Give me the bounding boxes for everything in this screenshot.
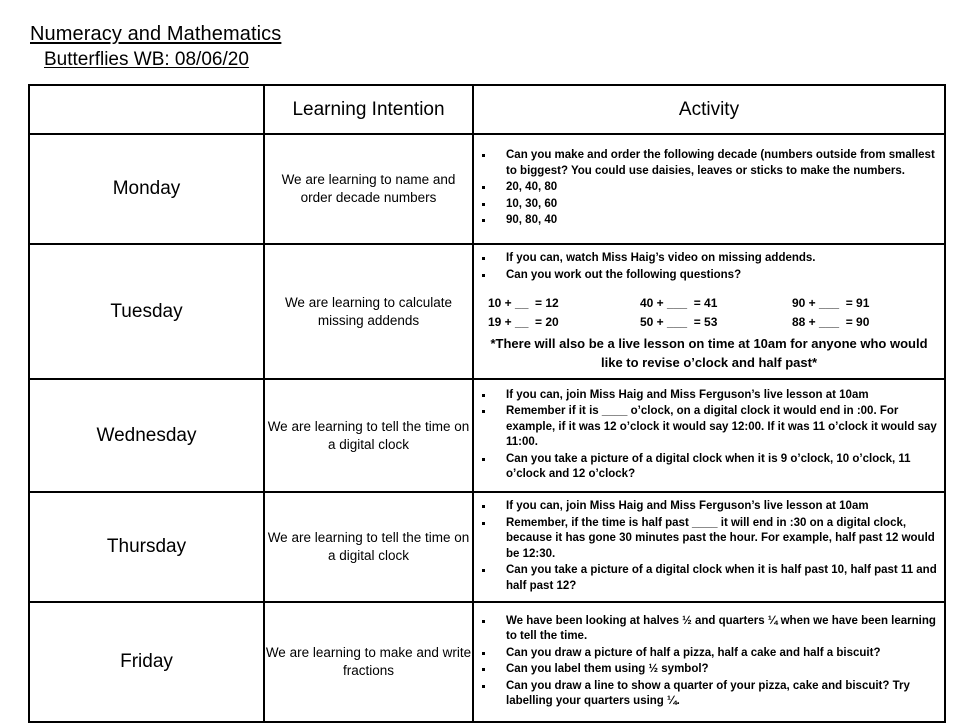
list-item: If you can, join Miss Haig and Miss Ferguson’s live lesson at 10am xyxy=(474,499,944,515)
list-item: Can you take a picture of a digital clock when it is 9 o’clock, 10 o’clock, 11 o’clock and 12 o’clock? xyxy=(474,452,944,483)
list-item: 90, 80, 40 xyxy=(474,213,944,229)
activity-bullet-list xyxy=(474,614,944,710)
day-label-thursday: Thursday xyxy=(29,492,264,602)
equation: 40 + ___ = 41 xyxy=(640,296,718,310)
equation-row xyxy=(488,313,944,332)
activity-bullet-list xyxy=(474,251,944,283)
list-item: Can you draw a picture of half a pizza, half a cake and half a biscuit? xyxy=(474,646,944,662)
live-lesson-note: *There will also be a live lesson on time at 10am for anyone who would like to revise o’clock and half past* xyxy=(490,336,928,370)
column-header-activity: Activity xyxy=(473,85,945,134)
table-row xyxy=(29,244,945,379)
equation: 90 + ___ = 91 xyxy=(792,296,870,310)
activity-friday xyxy=(473,602,945,722)
equation-grid xyxy=(474,294,944,332)
learning-intention-friday: We are learning to make and write fractions xyxy=(264,602,473,722)
equation: 88 + ___ = 90 xyxy=(792,315,870,329)
activity-thursday xyxy=(473,492,945,602)
learning-intention-wednesday: We are learning to tell the time on a digital clock xyxy=(264,379,473,492)
day-label-tuesday: Tuesday xyxy=(29,244,264,379)
document-title-block xyxy=(0,0,960,71)
page-subtitle: Butterflies WB: 08/06/20 xyxy=(44,49,249,70)
day-label-friday: Friday xyxy=(29,602,264,722)
learning-intention-monday: We are learning to name and order decade numbers xyxy=(264,134,473,244)
activity-bullet-list xyxy=(474,148,944,229)
weekly-planner-table xyxy=(28,84,946,723)
table-row xyxy=(29,134,945,244)
activity-wednesday xyxy=(473,379,945,492)
table-row xyxy=(29,602,945,722)
learning-intention-tuesday: We are learning to calculate missing addends xyxy=(264,244,473,379)
page-title: Numeracy and Mathematics xyxy=(30,23,282,45)
table-row xyxy=(29,379,945,492)
equation: 19 + __ = 20 xyxy=(488,315,559,329)
list-item: If you can, watch Miss Haig’s video on missing addends. xyxy=(474,251,944,267)
equation: 50 + ___ = 53 xyxy=(640,315,718,329)
list-item: Can you label them using ½ symbol? xyxy=(474,662,944,678)
list-item: 10, 30, 60 xyxy=(474,197,944,213)
activity-tuesday xyxy=(473,244,945,379)
list-item: Can you draw a line to show a quarter of your pizza, cake and biscuit? Try labelling your quarters using ¼. xyxy=(474,679,944,710)
table-row xyxy=(29,492,945,602)
column-header-learning-intention: Learning Intention xyxy=(264,85,473,134)
equation-row xyxy=(488,294,944,313)
list-item: 20, 40, 80 xyxy=(474,180,944,196)
day-label-wednesday: Wednesday xyxy=(29,379,264,492)
table-header-row xyxy=(29,85,945,134)
list-item: Can you take a picture of a digital clock when it is half past 10, half past 11 and half past 12? xyxy=(474,563,944,594)
list-item: Remember, if the time is half past ____ it will end in :30 on a digital clock, because it has gone 30 minutes past the hour. For example, half past 12 would be 12:30. xyxy=(474,516,944,563)
list-item: Can you work out the following questions? xyxy=(474,268,944,284)
activity-bullet-list xyxy=(474,499,944,594)
list-item: Remember if it is ____ o’clock, on a digital clock it would end in :00. For example, if it was 12 o’clock it would say 12:00. If it was 11 o’clock it would say 11:00. xyxy=(474,404,944,451)
equation: 10 + __ = 12 xyxy=(488,296,559,310)
activity-bullet-list xyxy=(474,388,944,483)
learning-intention-thursday: We are learning to tell the time on a digital clock xyxy=(264,492,473,602)
activity-monday xyxy=(473,134,945,244)
list-item: We have been looking at halves ½ and quarters ¼ when we have been learning to tell the time. xyxy=(474,614,944,645)
list-item: If you can, join Miss Haig and Miss Ferguson’s live lesson at 10am xyxy=(474,388,944,404)
column-header-day xyxy=(29,85,264,134)
day-label-monday: Monday xyxy=(29,134,264,244)
list-item: Can you make and order the following decade (numbers outside from smallest to biggest? You could use daisies, leaves or sticks to make the numbers. xyxy=(474,148,944,179)
